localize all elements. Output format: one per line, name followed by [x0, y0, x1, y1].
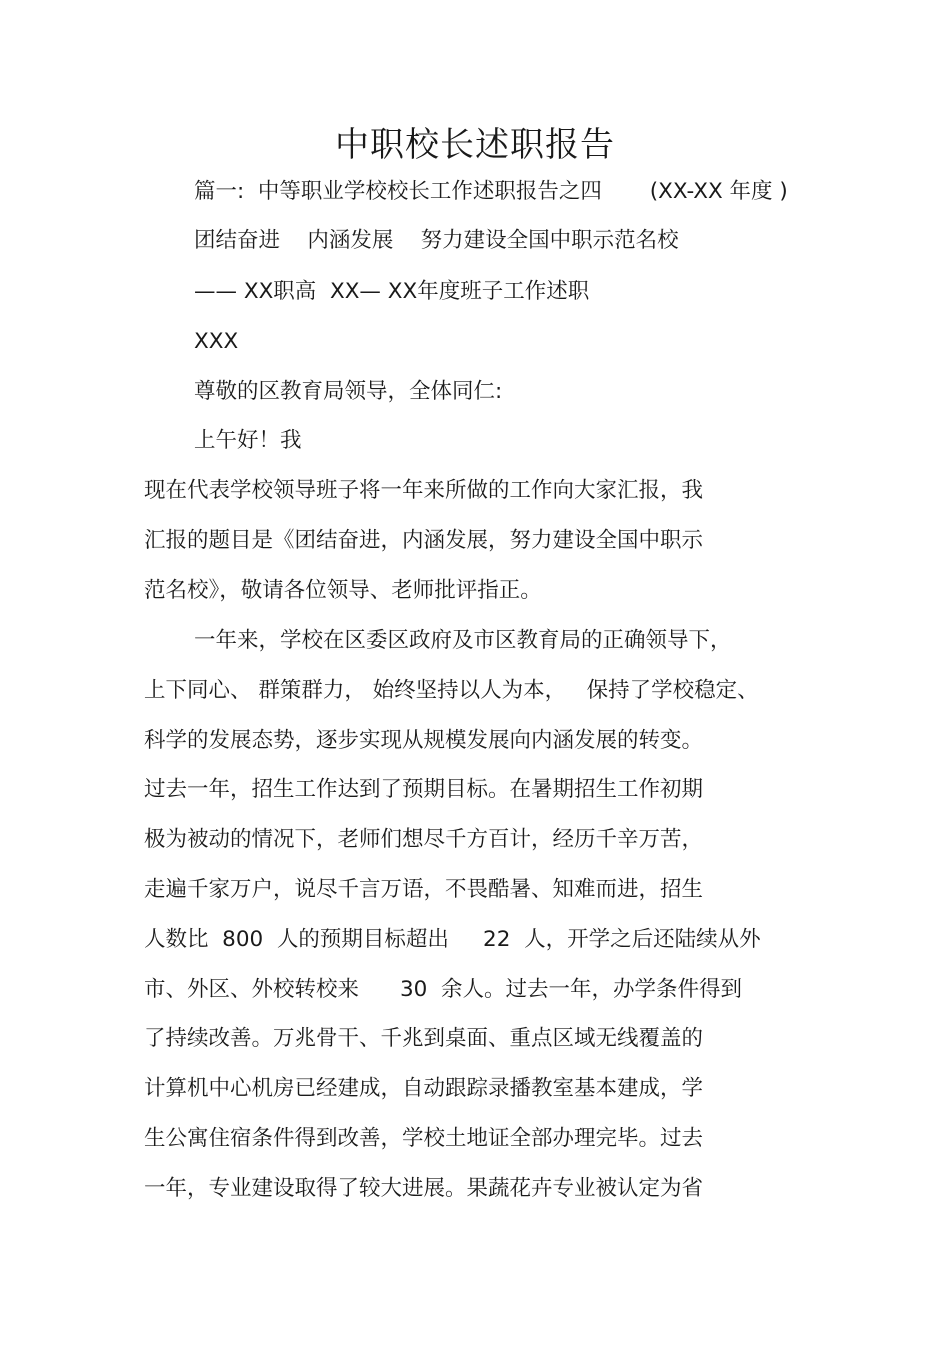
header-line-report-name: —— XX职高 XX— XX年度班子工作述职	[194, 279, 590, 304]
paragraph-line: 市、外区、外校转校来 30 余人。过去一年，办学条件得到	[144, 977, 743, 1002]
paragraph-line: 现在代表学校领导班子将一年来所做的工作向大家汇报，我	[144, 478, 704, 503]
salutation: 尊敬的区教育局领导，全体同仁:	[194, 379, 503, 404]
paragraph-line: 人数比 800 人的预期目标超出 22 人，开学之后还陆续从外	[144, 927, 761, 952]
paragraph-line: 走遍千家万户，说尽千言万语，不畏酷暑、知难而进，招生	[144, 877, 704, 902]
paragraph-line: 一年，专业建设取得了较大进展。果蔬花卉专业被认定为省	[144, 1176, 704, 1201]
paragraph-line: 科学的发展态势，逐步实现从规模发展向内涵发展的转变。	[144, 728, 704, 753]
greeting: 上午好！我	[194, 428, 302, 453]
paragraph-line: 计算机中心机房已经建成，自动跟踪录播教室基本建成，学	[144, 1076, 704, 1101]
header-line-author: XXX	[194, 329, 239, 354]
paragraph-line: 上下同心、 群策群力， 始终坚持以人为本， 保持了学校稳定、	[144, 678, 759, 703]
header-line-subtitle: 篇一: 中等职业学校校长工作述职报告之四 (XX-XX 年度 )	[194, 179, 788, 204]
paragraph-line: 汇报的题目是《团结奋进，内涵发展，努力建设全国中职示	[144, 528, 704, 553]
paragraph-line: 范名校》，敬请各位领导、老师批评指正。	[144, 578, 542, 603]
paragraph-line: 极为被动的情况下，老师们想尽千方百计，经历千辛万苦，	[144, 827, 704, 852]
header-line-theme: 团结奋进 内涵发展 努力建设全国中职示范名校	[194, 228, 679, 253]
paragraph-line: 生公寓住宿条件得到改善，学校土地证全部办理完毕。过去	[144, 1126, 704, 1151]
paragraph-line: 过去一年，招生工作达到了预期目标。在暑期招生工作初期	[144, 777, 704, 802]
paragraph-first-line: 一年来，学校在区委区政府及市区教育局的正确领导下，	[194, 628, 732, 653]
paragraph-line: 了持续改善。万兆骨干、千兆到桌面、重点区域无线覆盖的	[144, 1026, 704, 1051]
page-title: 中职校长述职报告	[335, 125, 615, 165]
